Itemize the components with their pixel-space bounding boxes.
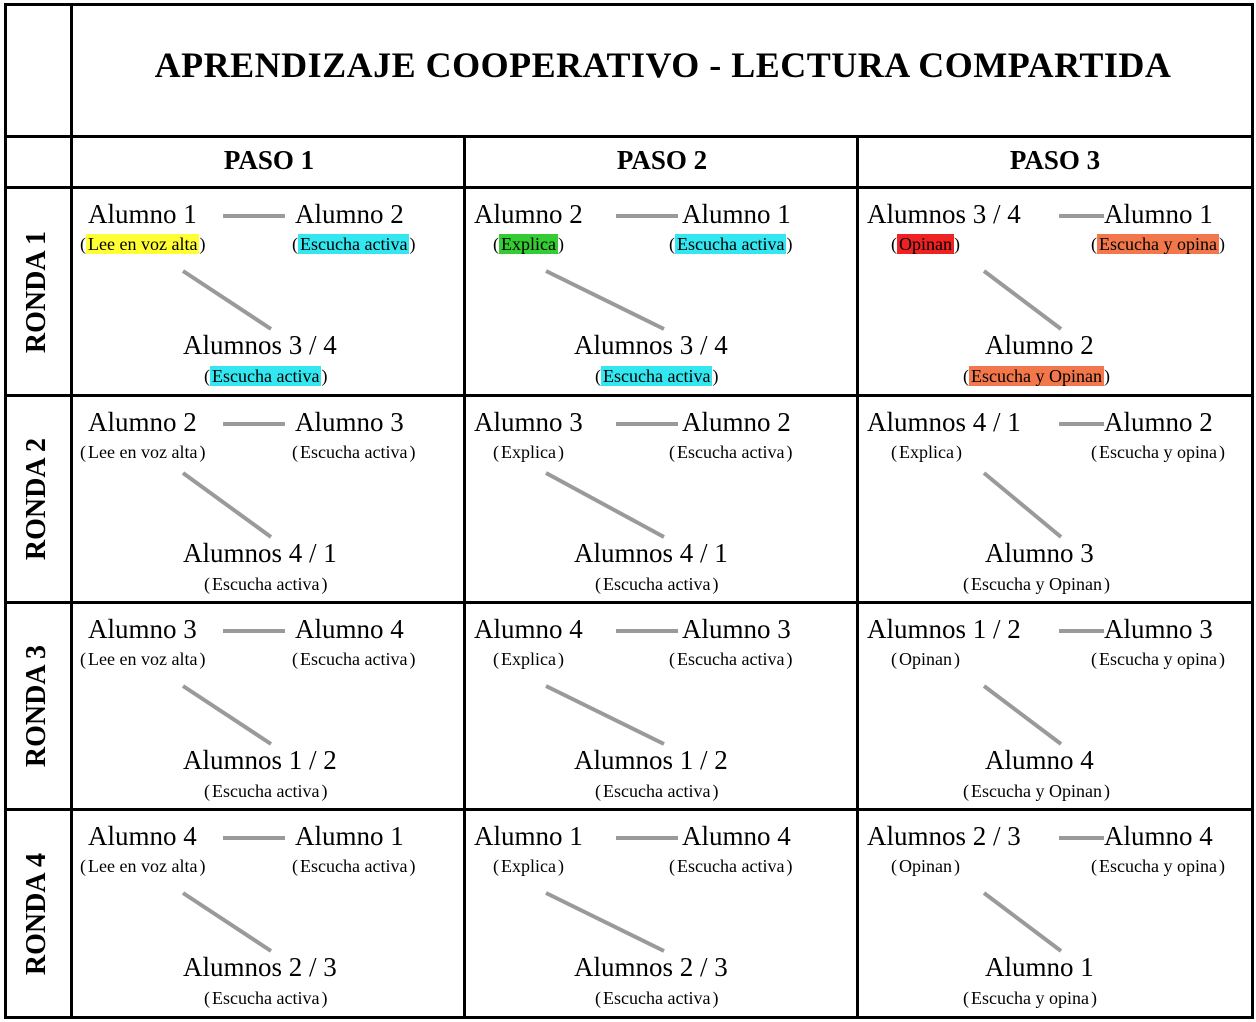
role-text: Opinan [899, 649, 952, 669]
student-name-right: Alumno 1 [1104, 199, 1213, 229]
role-text: Lee en voz alta [88, 442, 198, 462]
student-role-left: ( Opinan ) [891, 234, 960, 254]
student-role-bottom: ( Escucha y Opinan ) [963, 574, 1110, 594]
student-name-right: Alumno 3 [295, 407, 404, 437]
role-text: Escucha y opina [1099, 649, 1217, 669]
connector-diagonal [984, 686, 1061, 744]
table-border-right [1251, 3, 1254, 1019]
student-role-left: ( Explica ) [493, 234, 564, 254]
role-text: Lee en voz alta [88, 856, 198, 876]
paso-header-3: PASO 3 [1009, 145, 1101, 175]
student-role-bottom: ( Escucha y Opinan ) [963, 366, 1110, 386]
role-text: Escucha activa [212, 988, 320, 1008]
student-role-bottom: ( Escucha activa ) [204, 988, 328, 1008]
connector-diagonal [183, 686, 271, 744]
student-role-left: ( Opinan ) [891, 856, 960, 876]
student-role-right: ( Escucha activa ) [292, 856, 416, 876]
student-name-bottom: Alumnos 3 / 4 [574, 330, 728, 360]
student-name-left: Alumno 1 [474, 821, 583, 851]
student-role-bottom: ( Escucha activa ) [204, 781, 328, 801]
role-text: Escucha activa [300, 442, 408, 462]
student-name-bottom: Alumnos 3 / 4 [183, 330, 337, 360]
role-text: Escucha activa [603, 366, 711, 386]
role-text: Explica [501, 649, 556, 669]
student-role-left: ( Explica ) [493, 442, 564, 462]
student-name-bottom: Alumnos 1 / 2 [183, 745, 337, 775]
student-role-bottom: ( Escucha activa ) [595, 988, 719, 1008]
ronda-label-text: RONDA 3 [21, 644, 52, 768]
page-title: APRENDIZAJE COOPERATIVO - LECTURA COMPARTIDA [154, 45, 1172, 85]
student-role-left: ( Lee en voz alta ) [80, 442, 206, 462]
student-name-left: Alumno 4 [88, 821, 197, 851]
student-role-right: ( Escucha activa ) [669, 442, 793, 462]
student-role-left: ( Lee en voz alta ) [80, 856, 206, 876]
role-text: Lee en voz alta [88, 234, 198, 254]
student-name-bottom: Alumno 4 [985, 745, 1094, 775]
role-text: Escucha activa [300, 856, 408, 876]
student-name-left: Alumno 3 [88, 614, 197, 644]
student-role-right: ( Escucha activa ) [669, 649, 793, 669]
ronda-label-text: RONDA 4 [21, 852, 52, 975]
role-text: Escucha activa [677, 649, 785, 669]
student-role-left: ( Explica ) [891, 442, 962, 462]
student-name-right: Alumno 2 [295, 199, 404, 229]
student-role-left: ( Explica ) [493, 856, 564, 876]
role-text: Explica [899, 442, 954, 462]
student-name-right: Alumno 4 [295, 614, 404, 644]
ronda-label-3 [4, 604, 70, 808]
connector-diagonal [183, 473, 271, 537]
role-text: Explica [501, 856, 556, 876]
paso-header-2: PASO 2 [616, 145, 708, 175]
cell-ronda1-paso3 [859, 189, 1249, 393]
student-name-left: Alumnos 3 / 4 [867, 199, 1021, 229]
student-name-left: Alumno 2 [88, 407, 197, 437]
role-text: Opinan [899, 234, 952, 254]
ronda-label-4 [4, 811, 70, 1016]
connector-diagonal [183, 271, 271, 329]
role-text: Escucha activa [212, 781, 320, 801]
student-name-bottom: Alumnos 2 / 3 [183, 952, 337, 982]
student-role-right: ( Escucha activa ) [669, 856, 793, 876]
connector-diagonal [183, 893, 271, 951]
role-text: Escucha y opina [1099, 234, 1217, 254]
connector-diagonal [984, 473, 1061, 537]
student-name-bottom: Alumno 1 [985, 952, 1094, 982]
ronda-label-2 [4, 397, 70, 601]
student-role-bottom: ( Escucha activa ) [204, 574, 328, 594]
connector-diagonal [546, 893, 664, 951]
role-text: Escucha activa [603, 988, 711, 1008]
student-role-bottom: ( Escucha activa ) [204, 366, 328, 386]
student-role-right: ( Escucha y opina ) [1091, 649, 1225, 669]
role-text: Escucha y opina [1099, 442, 1217, 462]
table-border-top [4, 3, 1254, 6]
cell-ronda3-paso3 [859, 604, 1249, 808]
cell-ronda4-paso1 [73, 811, 463, 1015]
student-role-bottom: ( Escucha activa ) [595, 574, 719, 594]
connector-diagonal [984, 271, 1061, 329]
student-name-left: Alumno 2 [474, 199, 583, 229]
student-role-right: ( Escucha y opina ) [1091, 856, 1225, 876]
role-text: Escucha y opina [971, 988, 1089, 1008]
connector-diagonal [546, 473, 664, 537]
role-text: Escucha activa [677, 234, 785, 254]
paso-header-1: PASO 1 [223, 145, 315, 175]
connector-diagonal [984, 893, 1061, 951]
student-role-right: ( Escucha activa ) [292, 442, 416, 462]
connector-diagonal [546, 686, 664, 744]
student-name-bottom: Alumnos 2 / 3 [574, 952, 728, 982]
cell-ronda3-paso2 [466, 604, 856, 808]
cell-ronda1-paso2 [466, 189, 856, 393]
student-name-bottom: Alumno 2 [985, 330, 1094, 360]
student-name-left: Alumno 1 [88, 199, 197, 229]
student-role-bottom: ( Escucha y Opinan ) [963, 781, 1110, 801]
student-name-bottom: Alumnos 4 / 1 [183, 538, 337, 568]
student-role-left: ( Opinan ) [891, 649, 960, 669]
cell-ronda1-paso1 [73, 189, 463, 393]
cell-ronda2-paso2 [466, 397, 856, 601]
role-text: Escucha activa [677, 442, 785, 462]
role-text: Escucha activa [212, 366, 320, 386]
role-text: Explica [501, 234, 556, 254]
role-text: Escucha activa [212, 574, 320, 594]
ronda-label-text: RONDA 2 [21, 437, 52, 561]
role-text: Escucha y Opinan [971, 781, 1102, 801]
role-text: Escucha activa [300, 649, 408, 669]
table-border-bottom [4, 1016, 1254, 1019]
student-name-right: Alumno 3 [1104, 614, 1213, 644]
student-role-right: ( Escucha y opina ) [1091, 234, 1225, 254]
student-name-right: Alumno 1 [295, 821, 404, 851]
role-text: Escucha y opina [1099, 856, 1217, 876]
student-name-right: Alumno 1 [682, 199, 791, 229]
student-role-right: ( Escucha activa ) [292, 234, 416, 254]
student-role-left: ( Lee en voz alta ) [80, 234, 206, 254]
role-text: Escucha y Opinan [971, 366, 1102, 386]
student-role-bottom: ( Escucha y opina ) [963, 988, 1097, 1008]
ronda-label-1 [4, 189, 70, 394]
student-name-left: Alumno 3 [474, 407, 583, 437]
role-text: Explica [501, 442, 556, 462]
student-name-bottom: Alumno 3 [985, 538, 1094, 568]
role-text: Escucha activa [300, 234, 408, 254]
role-text: Opinan [899, 856, 952, 876]
student-name-bottom: Alumnos 1 / 2 [574, 745, 728, 775]
student-name-left: Alumnos 1 / 2 [867, 614, 1021, 644]
cell-ronda4-paso3 [859, 811, 1249, 1015]
cell-ronda2-paso3 [859, 397, 1249, 601]
connector-diagonal [546, 271, 664, 329]
student-name-bottom: Alumnos 4 / 1 [574, 538, 728, 568]
student-role-bottom: ( Escucha activa ) [595, 366, 719, 386]
role-text: Escucha activa [677, 856, 785, 876]
student-name-left: Alumnos 2 / 3 [867, 821, 1021, 851]
role-text: Escucha activa [603, 781, 711, 801]
student-name-left: Alumno 4 [474, 614, 583, 644]
role-text: Escucha activa [603, 574, 711, 594]
student-name-right: Alumno 4 [1104, 821, 1213, 851]
student-name-right: Alumno 2 [682, 407, 791, 437]
student-name-right: Alumno 2 [1104, 407, 1213, 437]
table-border-title-bottom [4, 135, 1254, 138]
cell-ronda3-paso1 [73, 604, 463, 808]
student-role-left: ( Lee en voz alta ) [80, 649, 206, 669]
student-name-right: Alumno 4 [682, 821, 791, 851]
student-role-left: ( Explica ) [493, 649, 564, 669]
student-role-bottom: ( Escucha activa ) [595, 781, 719, 801]
student-name-left: Alumnos 4 / 1 [867, 407, 1021, 437]
ronda-label-text: RONDA 1 [21, 230, 52, 353]
student-role-right: ( Escucha activa ) [292, 649, 416, 669]
student-role-right: ( Escucha y opina ) [1091, 442, 1225, 462]
role-text: Lee en voz alta [88, 649, 198, 669]
cell-ronda4-paso2 [466, 811, 856, 1015]
student-role-right: ( Escucha activa ) [669, 234, 793, 254]
role-text: Escucha y Opinan [971, 574, 1102, 594]
cell-ronda2-paso1 [73, 397, 463, 601]
student-name-right: Alumno 3 [682, 614, 791, 644]
